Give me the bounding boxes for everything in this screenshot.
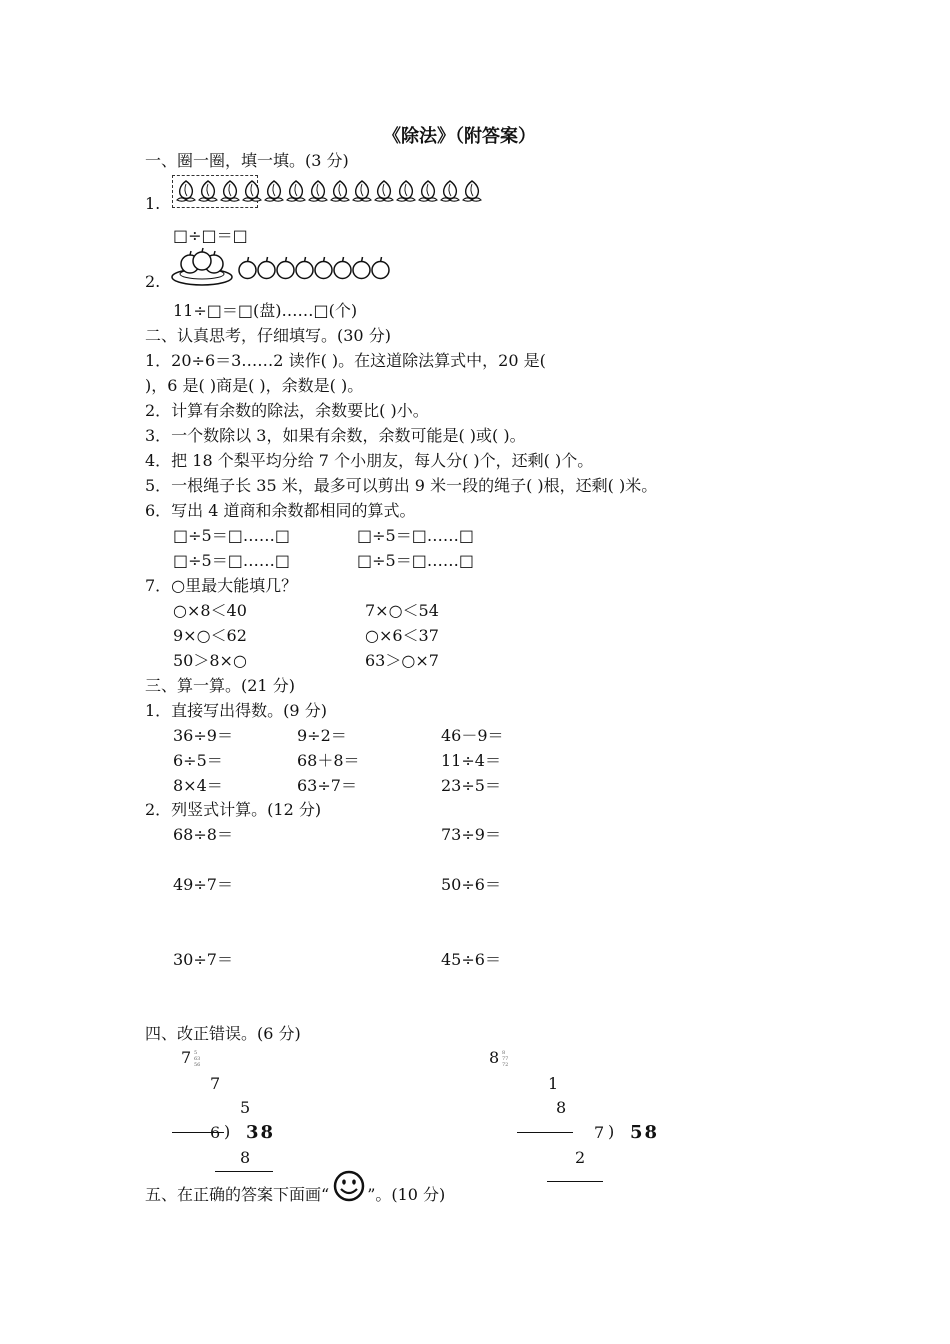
- apple-icon: [352, 255, 371, 285]
- left-tiny-2: 63: [194, 1056, 201, 1062]
- right-quotient: 8: [489, 1048, 500, 1067]
- s2-q5: 5．一根绳子长 35 米，最多可以剪出 9 米一段的绳子( )根，还剩( )米。: [145, 476, 658, 495]
- right-tiny-3: 72: [502, 1062, 509, 1068]
- s3-q1-item: 8×4＝: [173, 776, 223, 795]
- peach-icon: [285, 178, 307, 208]
- s3-q2-item: 49÷7＝: [173, 875, 233, 894]
- s3-q2-item: 73÷9＝: [441, 825, 501, 844]
- s2-q6-item: □÷5＝□……□: [357, 526, 474, 545]
- s2-q4: 4．把 18 个梨平均分给 7 个小朋友，每人分( )个，还剩( )个。: [145, 451, 594, 470]
- peach-icon: [351, 178, 373, 208]
- s2-q6-item: □÷5＝□……□: [357, 551, 474, 570]
- apple-icon: [333, 255, 352, 285]
- s3-q1-item: 36÷9＝: [173, 726, 233, 745]
- apple-icon: [257, 255, 276, 285]
- right-tiny-2: 77: [502, 1056, 509, 1062]
- s3-q2-item: 68÷8＝: [173, 825, 233, 844]
- peach-icon: [329, 178, 351, 208]
- peach-icon: [241, 178, 263, 208]
- peach-icon: [439, 178, 461, 208]
- s3-q2-item: 50÷6＝: [441, 875, 501, 894]
- left-rule-bottom: [215, 1171, 273, 1172]
- s3-q1-item: 46－9＝: [441, 726, 504, 745]
- s2-q3: 3．一个数除以 3，如果有余数，余数可能是( )或( )。: [145, 426, 526, 445]
- s3-q1-item: 63÷7＝: [297, 776, 357, 795]
- section-5-heading: [145, 1183, 445, 1208]
- right-line-3: 8: [556, 1098, 567, 1117]
- s2-q6: 6．写出 4 道商和余数都相同的算式。: [145, 501, 416, 520]
- section-2-heading: 二、认真思考，仔细填写。(30 分): [145, 326, 391, 345]
- s2-q2: 2．计算有余数的除法，余数要比( )小。: [145, 401, 429, 420]
- peach-icon: [373, 178, 395, 208]
- s3-q1-item: 9÷2＝: [297, 726, 347, 745]
- s3-q2-item: 30÷7＝: [173, 950, 233, 969]
- q1-number: 1.: [145, 194, 161, 213]
- right-bracket: ): [608, 1122, 615, 1141]
- section-4-heading: 四、改正错误。(6 分): [145, 1024, 301, 1043]
- left-divisor: 6: [210, 1123, 221, 1142]
- s2-q7-item: 50＞8×○: [173, 651, 247, 670]
- left-tiny-1: 5: [194, 1050, 198, 1056]
- s2-q7-item: ○×8＜40: [173, 601, 247, 620]
- section-5-heading-pre: 五、在正确的答案下面画“: [145, 1185, 330, 1204]
- s3-q1: 1．直接写出得数。(9 分): [145, 701, 327, 720]
- s2-q1-line2: )，6 是( )商是( )，余数是( )。: [145, 376, 364, 395]
- apple-icon: [314, 255, 333, 285]
- s2-q7-item: ○×6＜37: [365, 626, 439, 645]
- right-divisor: 7: [594, 1123, 605, 1142]
- s2-q7: 7．○里最大能填几？: [145, 576, 298, 595]
- q1-formula: □÷□＝□: [173, 226, 248, 245]
- s2-q7-item: 63＞○×7: [365, 651, 439, 670]
- s2-q1-line1: 1．20÷6＝3……2 读作( )。在这道除法算式中，20 是(: [145, 351, 546, 370]
- left-tiny-3: 56: [194, 1062, 201, 1068]
- peach-icon: [197, 178, 219, 208]
- q2-number: 2.: [145, 272, 161, 291]
- s3-q1-item: 68＋8＝: [297, 751, 360, 770]
- peach-icon: [417, 178, 439, 208]
- s3-q2-item: 45÷6＝: [441, 950, 501, 969]
- s2-q7-item: 7×○＜54: [365, 601, 439, 620]
- section-3-heading: 三、算一算。(21 分): [145, 676, 295, 695]
- left-quotient: 7: [181, 1048, 192, 1067]
- peach-icon: [263, 178, 285, 208]
- left-line-2: 7: [210, 1074, 221, 1093]
- peach-icon: [307, 178, 329, 208]
- right-rule-bottom: [547, 1181, 603, 1182]
- peach-icon: [461, 178, 483, 208]
- right-tiny-1: 8: [502, 1050, 506, 1056]
- section-5-heading-post: ”。(10 分): [367, 1185, 446, 1204]
- s3-q2: 2．列竖式计算。(12 分): [145, 800, 322, 819]
- s3-q1-item: 6÷5＝: [173, 751, 223, 770]
- apple-plate-icon: [170, 247, 238, 291]
- peach-icon: [395, 178, 417, 208]
- smiley-icon: [331, 1169, 367, 1208]
- q2-formula: 11÷□＝□(盘)……□(个): [173, 301, 358, 320]
- section-1-heading: 一、圈一圈，填一填。(3 分): [145, 151, 349, 170]
- s3-q1-item: 11÷4＝: [441, 751, 501, 770]
- peach-icon: [175, 178, 197, 208]
- apple-icon: [276, 255, 295, 285]
- peach-row: [175, 178, 483, 206]
- apple-icon: [295, 255, 314, 285]
- left-line-3: 5: [240, 1098, 251, 1117]
- s2-q6-item: □÷5＝□……□: [173, 526, 290, 545]
- right-rule: [517, 1132, 573, 1133]
- apple-icon: [238, 255, 257, 285]
- apple-row: [238, 255, 390, 281]
- page-title: 《除法》（附答案）: [383, 126, 536, 147]
- apple-icon: [371, 255, 390, 285]
- left-line-5: 8: [240, 1148, 251, 1167]
- s3-q1-item: 23÷5＝: [441, 776, 501, 795]
- s2-q7-item: 9×○＜62: [173, 626, 247, 645]
- s2-q6-item: □÷5＝□……□: [173, 551, 290, 570]
- right-dividend: 58: [630, 1122, 660, 1143]
- right-line-5: 2: [575, 1148, 586, 1167]
- right-line-2: 1: [548, 1074, 559, 1093]
- peach-icon: [219, 178, 241, 208]
- left-dividend: 38: [246, 1122, 276, 1143]
- left-bracket: ): [224, 1122, 231, 1141]
